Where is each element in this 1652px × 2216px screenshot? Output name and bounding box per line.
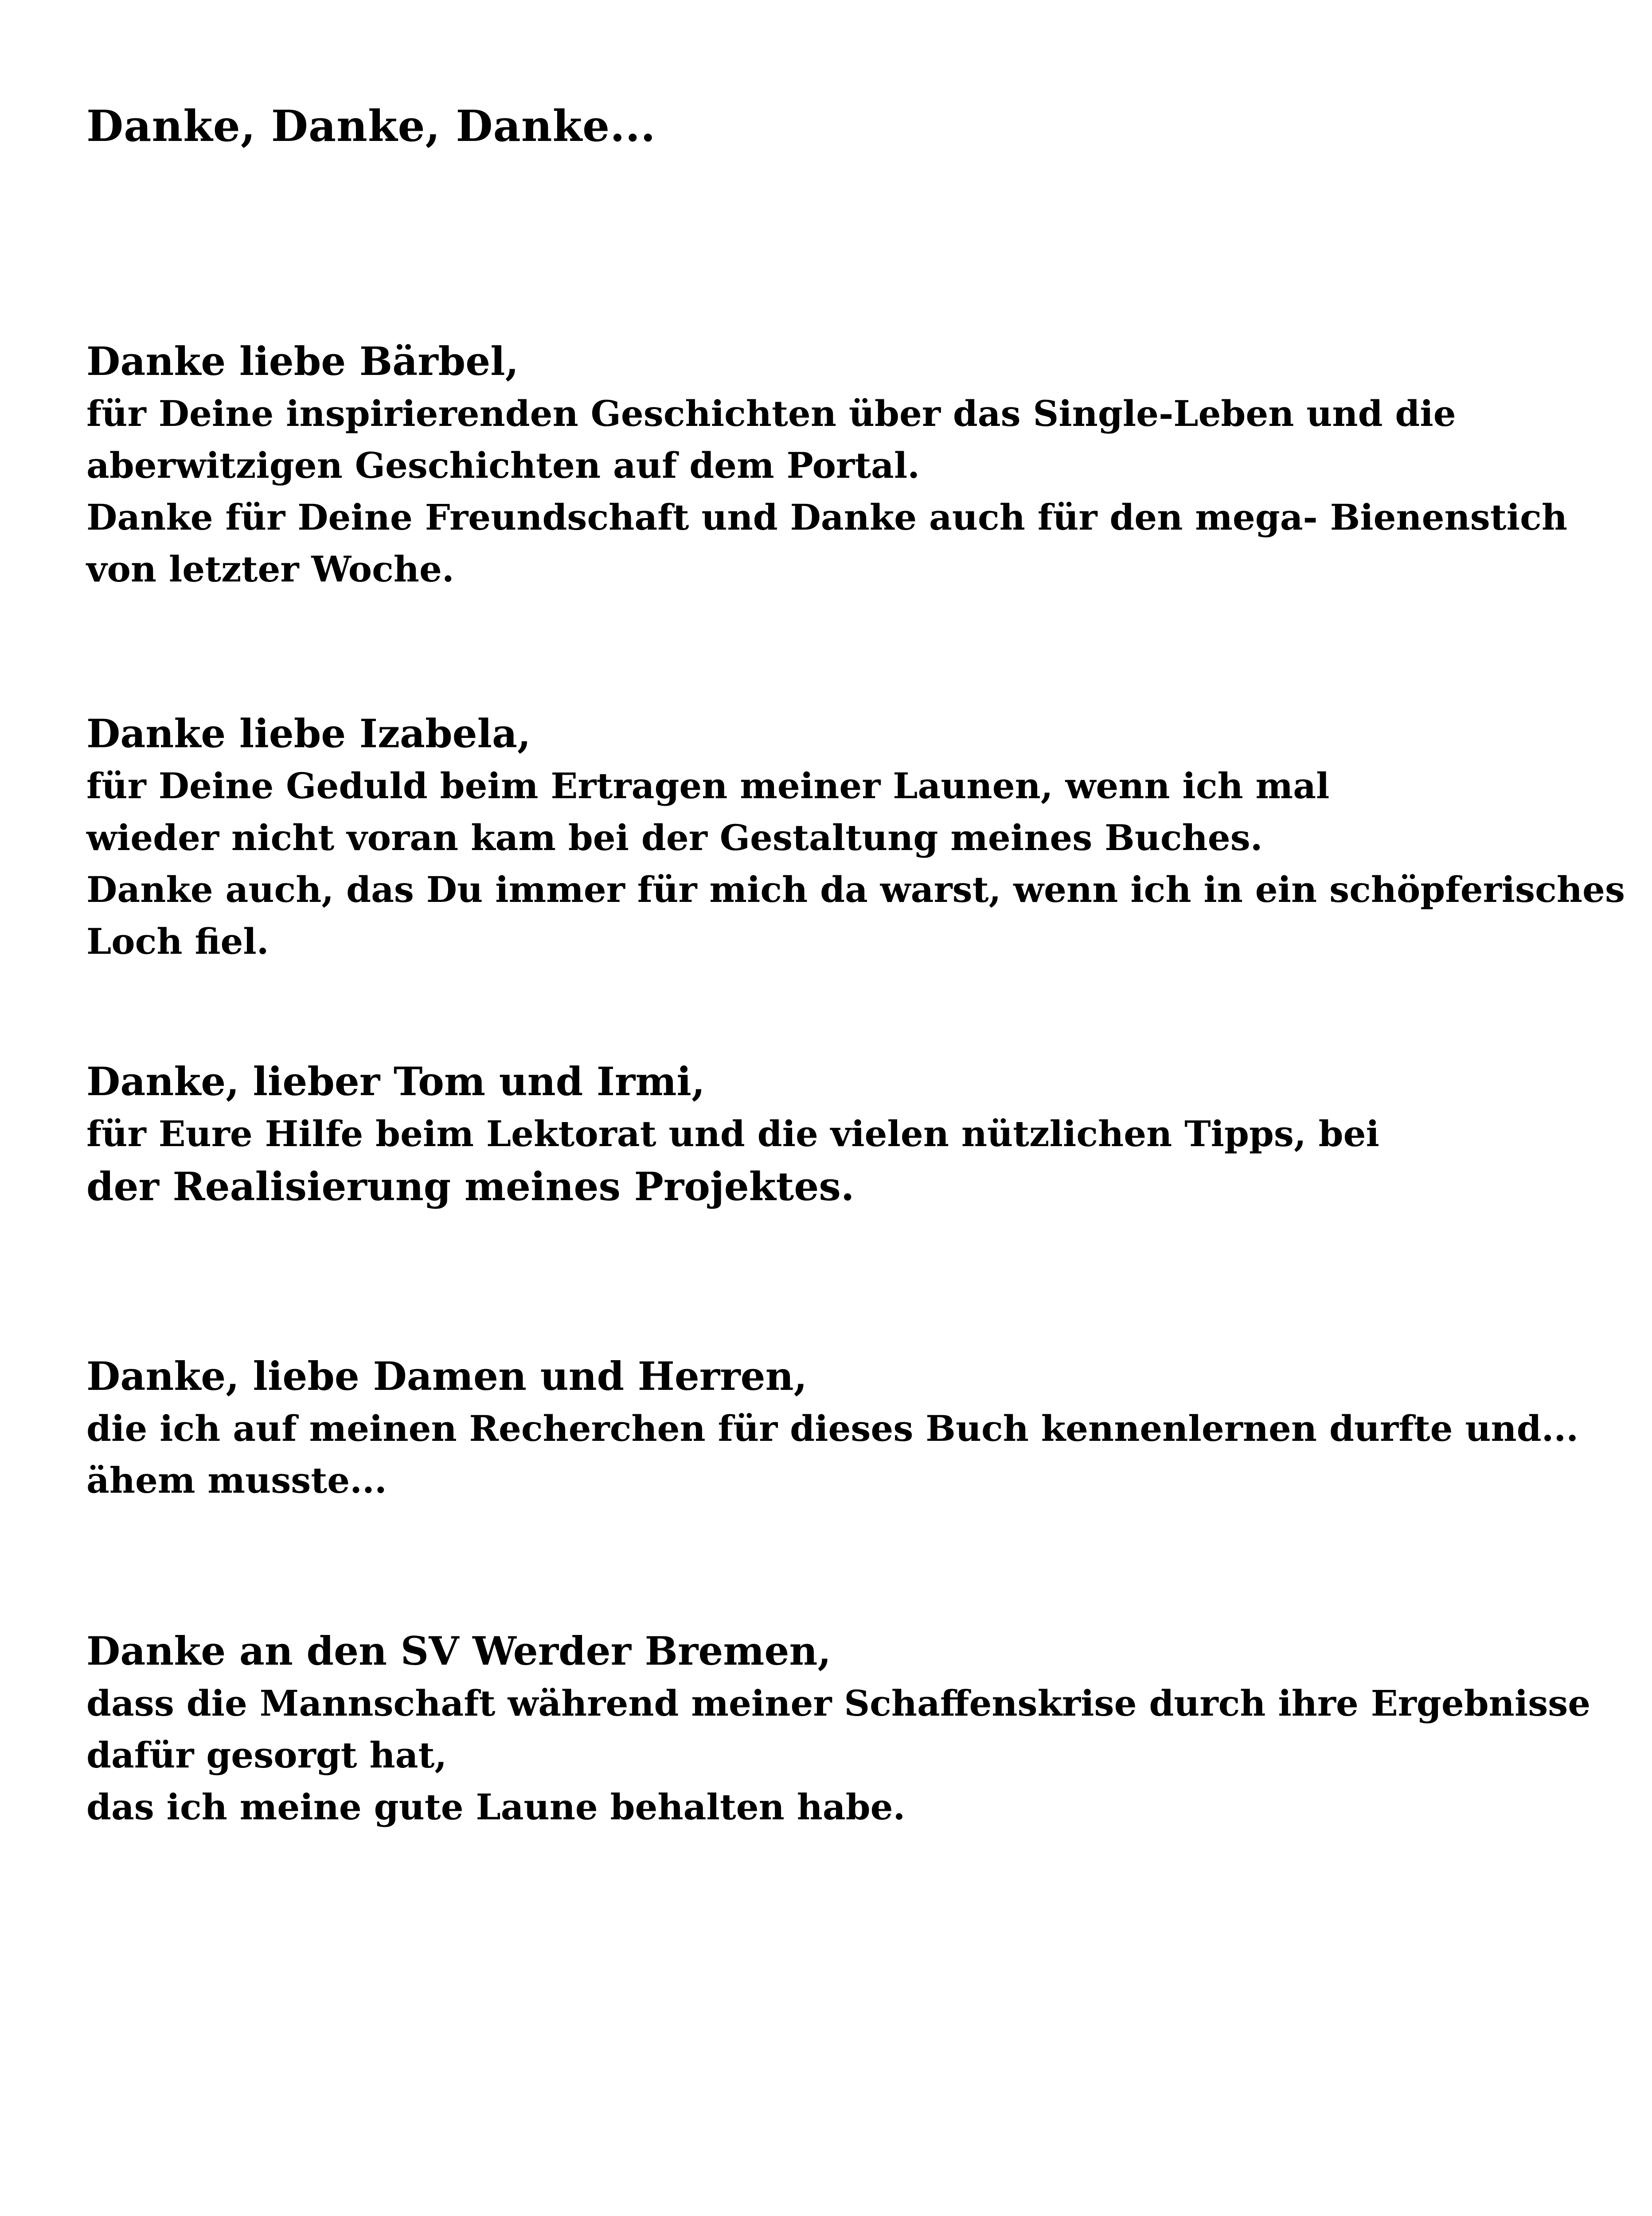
section-heading: Danke, liebe Damen und Herren, bbox=[86, 1353, 808, 1399]
text-line: von letzter Woche. bbox=[86, 548, 454, 590]
thanks-section-werder-bremen bbox=[86, 1624, 1590, 1833]
thanks-section-baerbel bbox=[86, 335, 1567, 595]
text-line: für Eure Hilfe beim Lektorat und die vielen nützlichen Tipps, bei bbox=[86, 1113, 1379, 1155]
section-heading: Danke liebe Bärbel, bbox=[86, 338, 519, 384]
text-line: die ich auf meinen Recherchen für dieses Buch kennenlernen durfte und... bbox=[86, 1408, 1579, 1449]
text-line: Loch fiel. bbox=[86, 921, 269, 962]
text-line: aberwitzigen Geschichten auf dem Portal. bbox=[86, 445, 920, 486]
section-heading: Danke, lieber Tom und Irmi, bbox=[86, 1058, 705, 1104]
text-line: wieder nicht voran kam bei der Gestaltung meines Buches. bbox=[86, 817, 1263, 858]
section-heading: Danke liebe Izabela, bbox=[86, 710, 531, 757]
text-line: dass die Mannschaft während meiner Schaffenskrise durch ihre Ergebnisse bbox=[86, 1682, 1591, 1724]
text-line: für Deine Geduld beim Ertragen meiner Launen, wenn ich mal bbox=[86, 765, 1330, 807]
text-line: das ich meine gute Laune behalten habe. bbox=[86, 1786, 906, 1828]
text-line: Danke auch, das Du immer für mich da warst, wenn ich in ein schöpferisches bbox=[86, 869, 1625, 910]
section-heading: Danke an den SV Werder Bremen, bbox=[86, 1628, 832, 1674]
page-title: Danke, Danke, Danke... bbox=[86, 101, 656, 151]
text-line: dafür gesorgt hat, bbox=[86, 1734, 447, 1776]
text-line: Danke für Deine Freundschaft und Danke auch für den mega- Bienenstich bbox=[86, 496, 1567, 538]
thanks-section-tom-irmi bbox=[86, 1055, 1379, 1213]
thanks-section-damen-herren bbox=[86, 1350, 1578, 1506]
text-line: der Realisierung meines Projektes. bbox=[86, 1163, 855, 1209]
text-line: ähem musste... bbox=[86, 1459, 387, 1501]
thanks-section-izabela bbox=[86, 707, 1625, 968]
text-line: für Deine inspirierenden Geschichten über das Single-Leben und die bbox=[86, 393, 1456, 434]
